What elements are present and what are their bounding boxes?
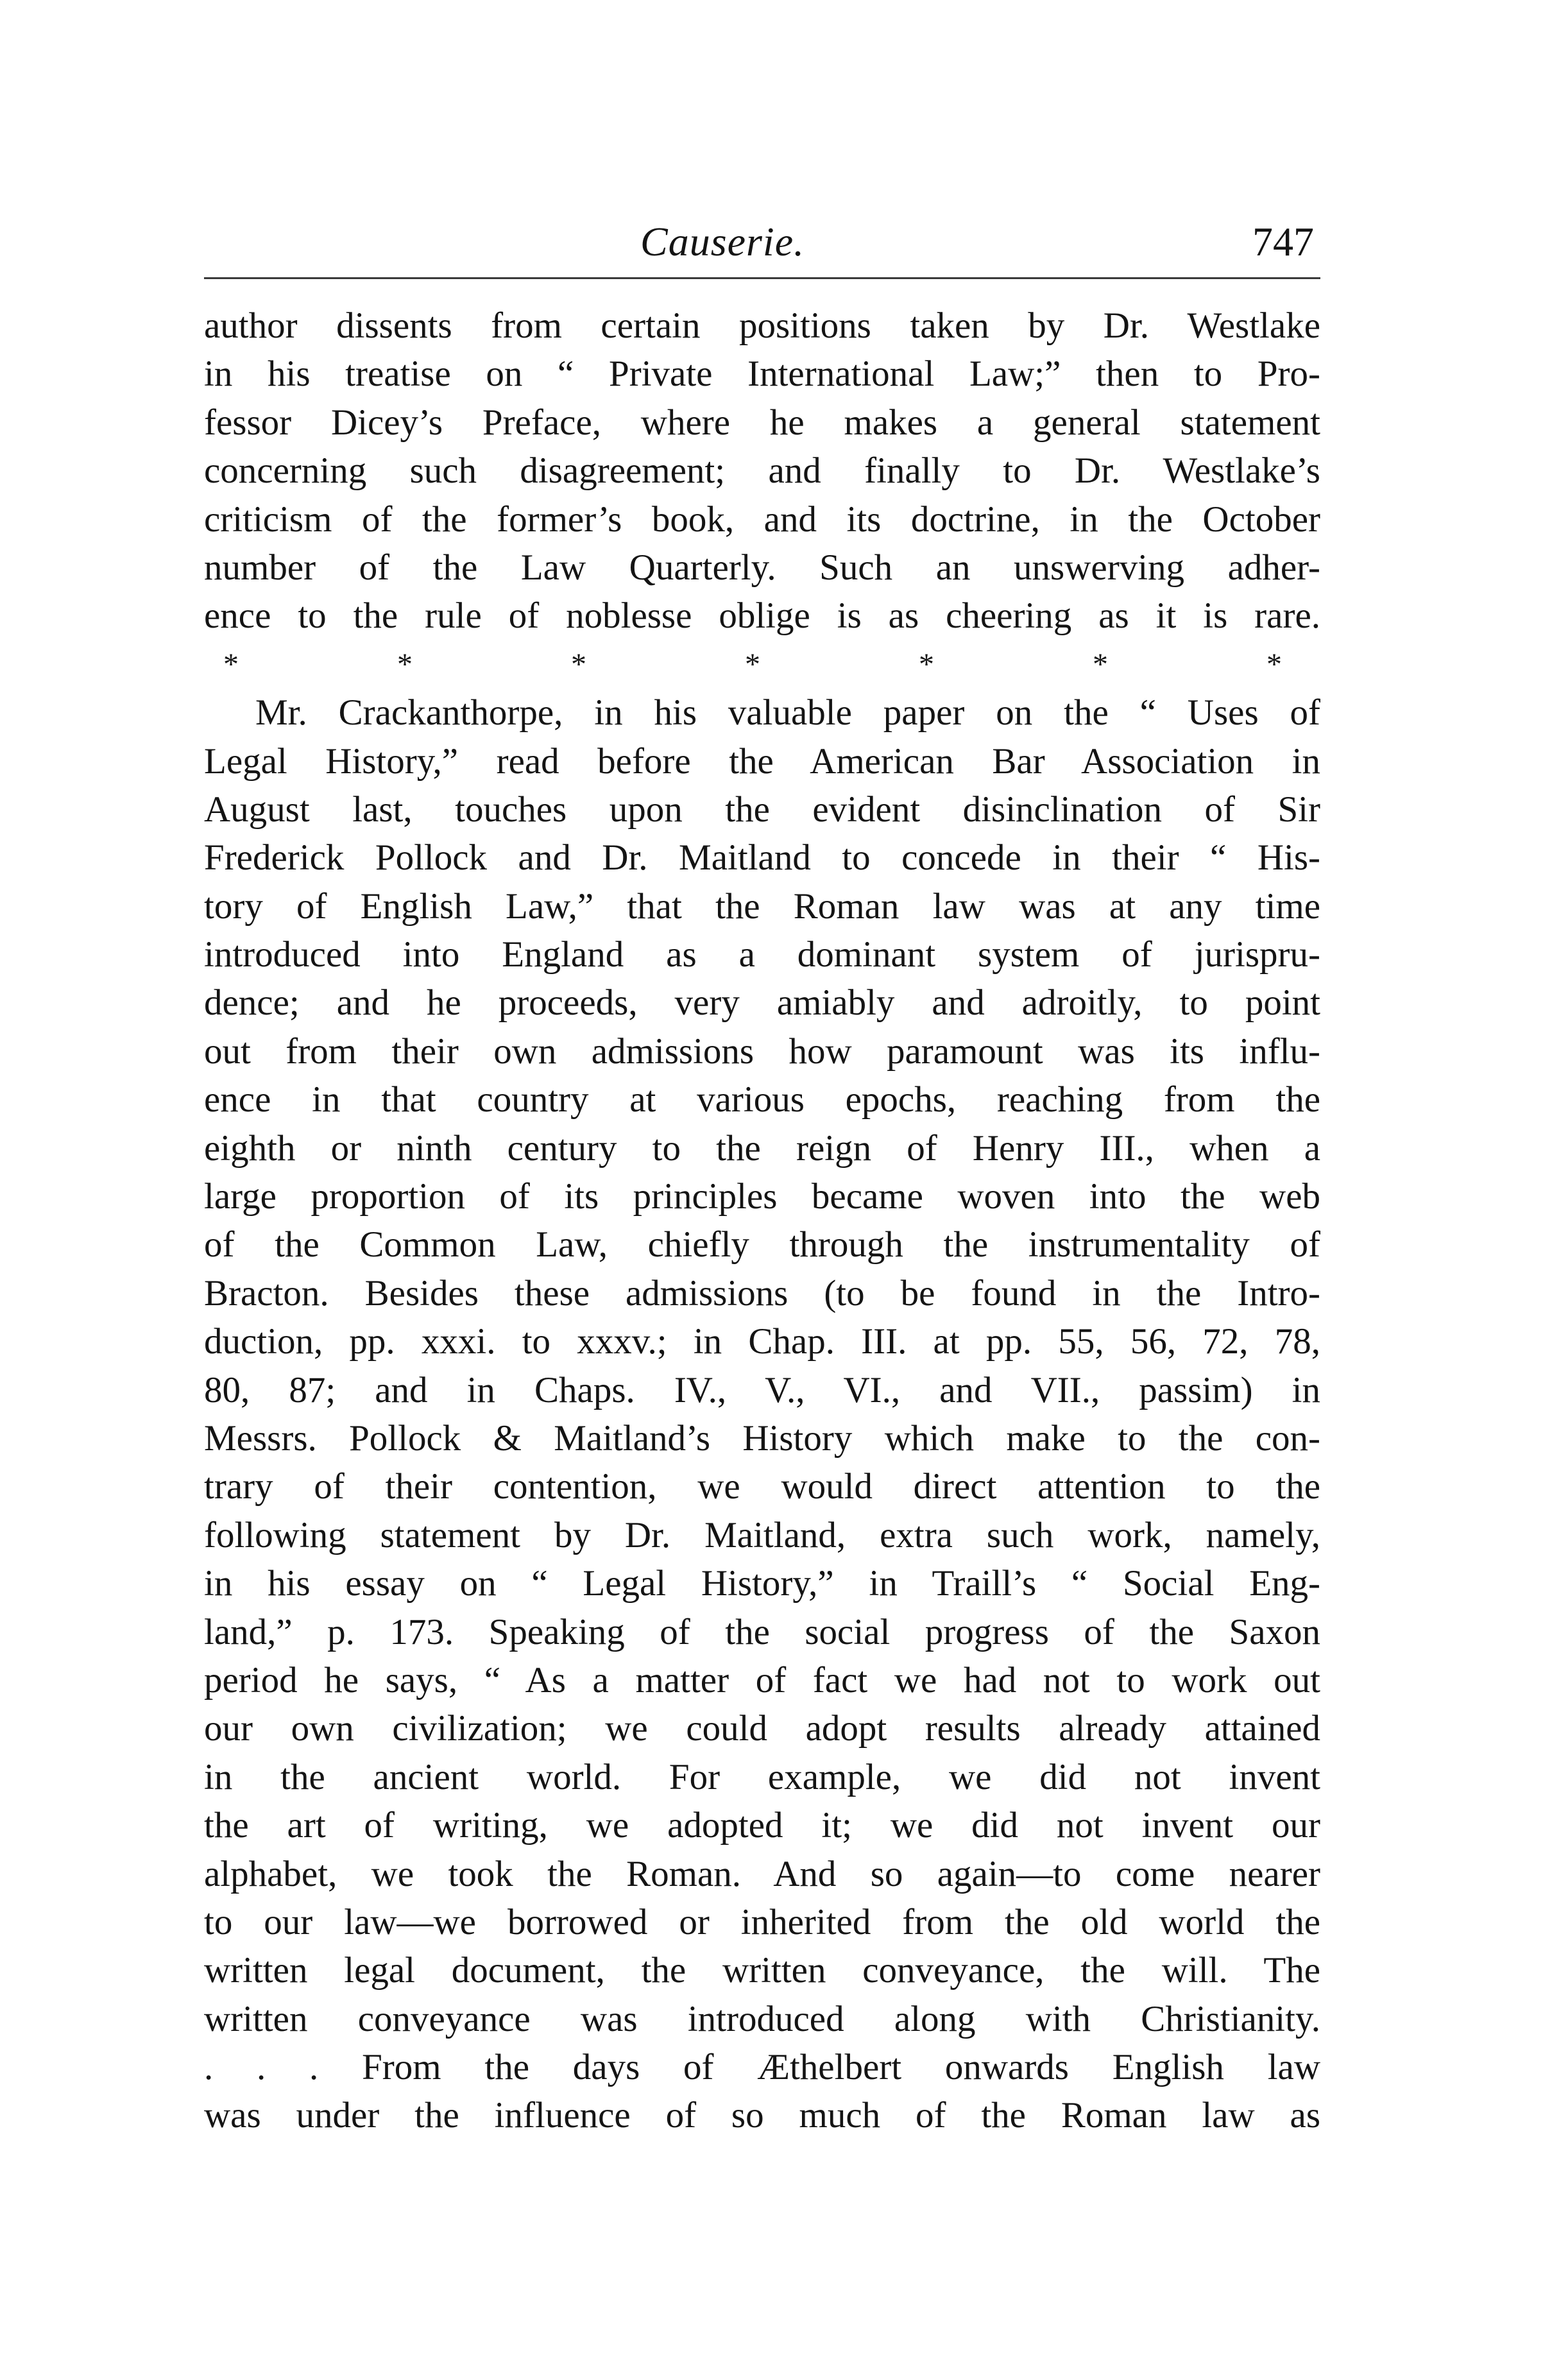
text-line: land,” p. 173. Speaking of the social progress of the Saxon: [204, 1611, 1320, 1652]
text-line: the art of writing, we adopted it; we did not invent our: [204, 1805, 1320, 1846]
asterisk: *: [1266, 647, 1282, 681]
text-line: our own civilization; we could adopt results already attained: [204, 1708, 1320, 1749]
paragraph-2: [204, 689, 1320, 2140]
text-line: criticism of the former’s book, and its doctrine, in the October: [204, 499, 1320, 540]
text-line: Bracton. Besides these admissions (to be found in the Intro-: [204, 1272, 1320, 1314]
text-line: 80, 87; and in Chaps. IV., V., VI., and VII., passim) in: [204, 1369, 1320, 1410]
asterisk: *: [397, 647, 413, 681]
text-line: introduced into England as a dominant system of jurispru-: [204, 934, 1320, 975]
text-line: ence to the rule of noblesse oblige is as cheering as it is rare.: [204, 595, 1320, 637]
text-line: ence in that country at various epochs, reaching from the: [204, 1079, 1320, 1120]
text-line: large proportion of its principles became woven into the web: [204, 1176, 1320, 1217]
paragraph-1: [204, 302, 1320, 640]
text-line: of the Common Law, chiefly through the instrumentality of: [204, 1224, 1320, 1265]
text-line: fessor Dicey’s Preface, where he makes a general statement: [204, 402, 1320, 443]
asterisk: *: [745, 647, 760, 681]
asterisk: *: [1093, 647, 1108, 681]
running-head: [204, 212, 1320, 282]
text-line: tory of English Law,” that the Roman law was at any time: [204, 886, 1320, 927]
text-line: August last, touches upon the evident disinclination of Sir: [204, 789, 1320, 830]
asterisk: *: [571, 647, 586, 681]
text-line: concerning such disagreement; and finally to Dr. Westlake’s: [204, 450, 1320, 492]
page-number: 747: [1252, 219, 1314, 264]
asterisk: *: [919, 647, 934, 681]
text-line: . . . From the days of Æthelbert onwards English law: [204, 2047, 1320, 2088]
text-line: in the ancient world. For example, we did not invent: [204, 1756, 1320, 1797]
text-line: number of the Law Quarterly. Such an unswerving adher-: [204, 547, 1320, 588]
text-line: to our law—we borrowed or inherited from the old world the: [204, 1901, 1320, 1942]
text-line: duction, pp. xxxi. to xxxv.; in Chap. III. at pp. 55, 56, 72, 78,: [204, 1321, 1320, 1362]
text-line: in his treatise on “ Private International Law;” then to Pro-: [204, 354, 1320, 395]
text-line: author dissents from certain positions taken by Dr. Westlake: [204, 305, 1320, 346]
text-line: in his essay on “ Legal History,” in Traill’s “ Social Eng-: [204, 1563, 1320, 1604]
text-line: Frederick Pollock and Dr. Maitland to concede in their “ His-: [204, 837, 1320, 878]
text-line: eighth or ninth century to the reign of Henry III., when a: [204, 1127, 1320, 1169]
body-text: [204, 302, 1320, 2140]
text-line: Mr. Crackanthorpe, in his valuable paper on the “ Uses of: [255, 692, 1320, 733]
asterisk: *: [223, 647, 239, 681]
text-line: alphabet, we took the Roman. And so again—to come nearer: [204, 1853, 1320, 1894]
text-line: Legal History,” read before the American Bar Association in: [204, 741, 1320, 782]
text-line: period he says, “ As a matter of fact we had not to work out: [204, 1659, 1320, 1700]
text-line: written conveyance was introduced along with Christianity.: [204, 1998, 1320, 2039]
text-line: dence; and he proceeds, very amiably and adroitly, to point: [204, 982, 1320, 1023]
section-separator: [204, 640, 1320, 689]
text-line: Messrs. Pollock & Maitland’s History which make to the con-: [204, 1417, 1320, 1459]
text-line: trary of their contention, we would direct attention to the: [204, 1466, 1320, 1507]
text-line: out from their own admissions how paramount was its influ-: [204, 1031, 1320, 1072]
text-line: following statement by Dr. Maitland, extra such work, namely,: [204, 1514, 1320, 1555]
header-rule: [204, 277, 1320, 279]
text-line: was under the influence of so much of the Roman law as: [204, 2095, 1320, 2136]
text-line: written legal document, the written conveyance, the will. The: [204, 1950, 1320, 1991]
running-title: Causerie.: [640, 219, 805, 264]
